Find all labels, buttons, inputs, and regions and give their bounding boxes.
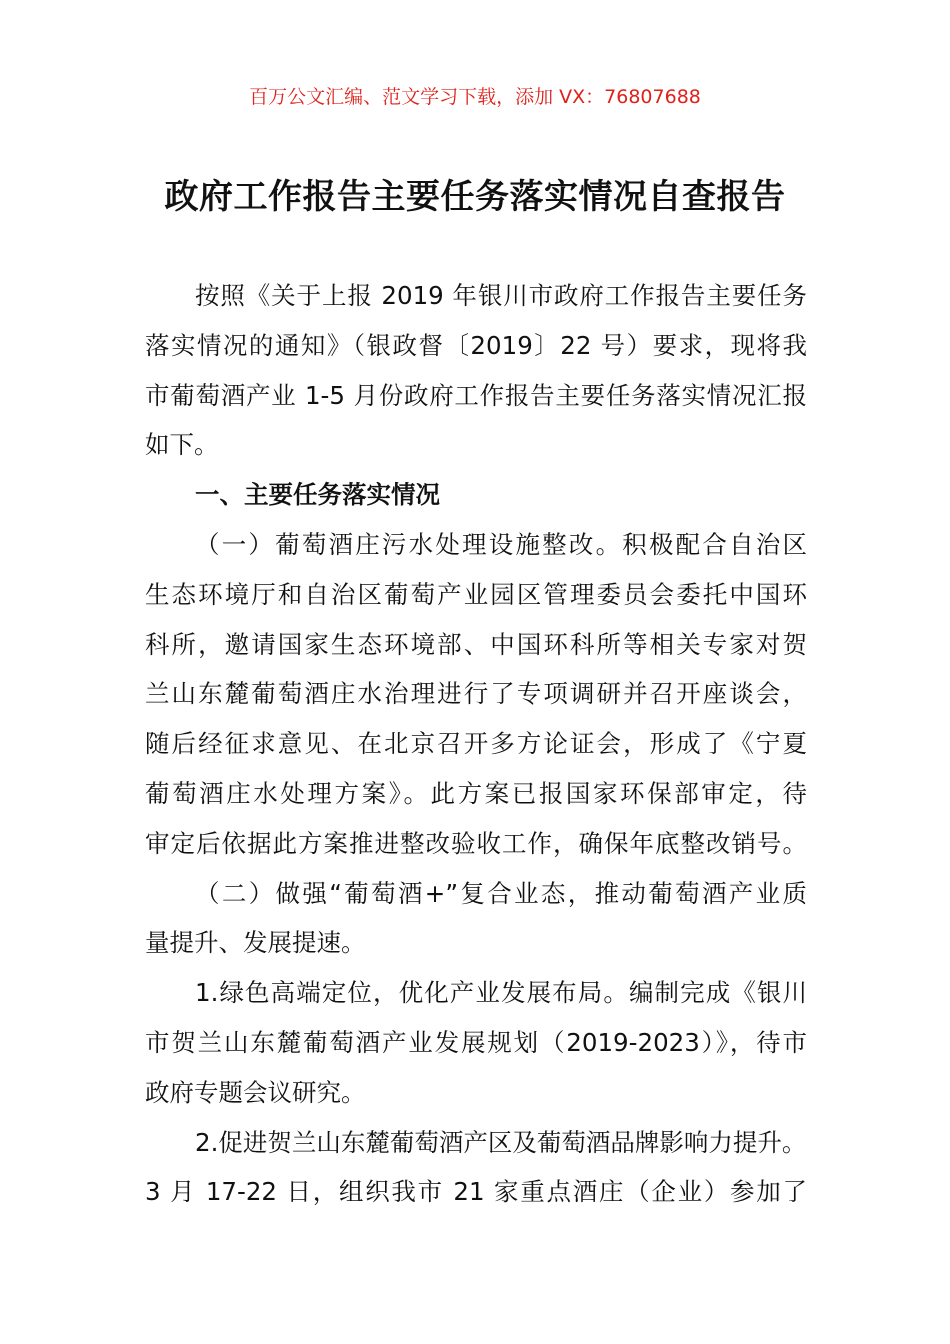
text-line: 科所，邀请国家生态环境部、中国环科所等相关专家对贺 [145, 629, 807, 659]
text-line: 量提升、发展提速。 [145, 928, 366, 958]
text-line: 3 月 17-22 日，组织我市 21 家重点酒庄（企业）参加了 [145, 1177, 807, 1207]
text-line: 落实情况的通知》（银政督〔2019〕22 号）要求，现将我 [145, 330, 807, 360]
text-line: （一）葡萄酒庄污水处理设施整改。积极配合自治区 [195, 529, 807, 559]
text-line: 市贺兰山东麓葡萄酒产业发展规划（2019-2023）》，待市 [145, 1027, 807, 1057]
text-line: 2.促进贺兰山东麓葡萄酒产区及葡萄酒品牌影响力提升。 [195, 1127, 807, 1157]
text-line: 政府专题会议研究。 [145, 1077, 366, 1107]
text-line: 市葡萄酒产业 1-5 月份政府工作报告主要任务落实情况汇报 [145, 380, 807, 410]
document-title: 政府工作报告主要任务落实情况自查报告 [164, 177, 786, 217]
section-heading: 一、主要任务落实情况 [195, 480, 440, 510]
text-line: 生态环境厅和自治区葡萄产业园区管理委员会委托中国环 [145, 579, 807, 609]
text-line: 审定后依据此方案推进整改验收工作，确保年底整改销号。 [145, 828, 807, 858]
text-line: 兰山东麓葡萄酒庄水治理进行了专项调研并召开座谈会， [145, 679, 807, 709]
watermark-header: 百万公文汇编、范文学习下载，添加 VX：76807688 [249, 86, 701, 108]
text-line: 葡萄酒庄水处理方案》。此方案已报国家环保部审定，待 [145, 778, 807, 808]
text-line: 随后经征求意见、在北京召开多方论证会，形成了《宁夏 [145, 729, 807, 759]
text-line: 如下。 [145, 430, 219, 460]
text-line: 按照《关于上报 2019 年银川市政府工作报告主要任务 [195, 281, 807, 310]
text-line: 1.绿色高端定位，优化产业发展布局。编制完成《银川 [195, 978, 807, 1008]
document-body [145, 271, 807, 1217]
text-line: （二）做强“葡萄酒+”复合业态，推动葡萄酒产业质 [195, 878, 807, 908]
